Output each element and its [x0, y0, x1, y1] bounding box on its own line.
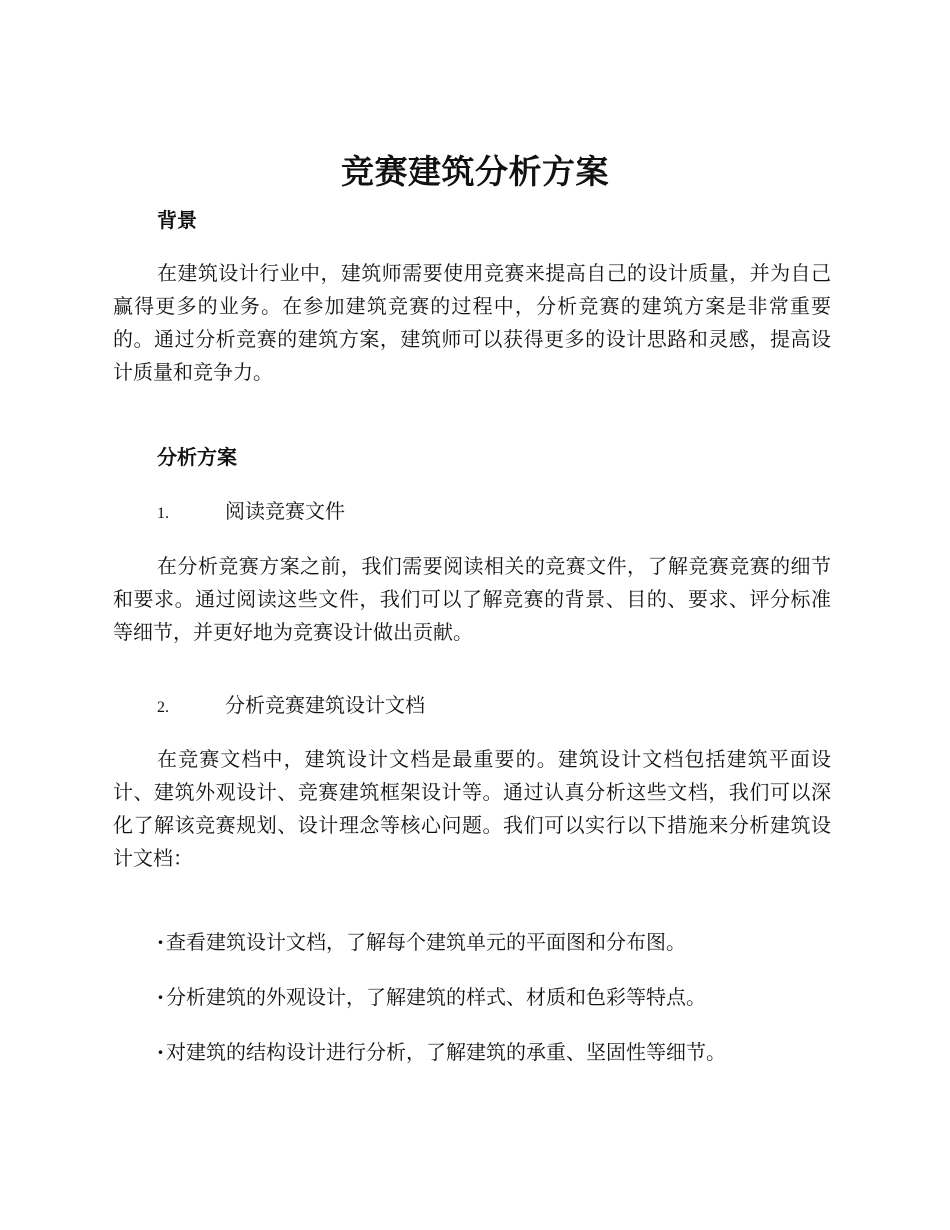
bullet-symbol: · — [157, 930, 164, 954]
step2-number: 2. — [157, 699, 169, 716]
background-heading: 背景 — [157, 208, 197, 232]
step2-item — [157, 691, 425, 722]
bullet-symbol: · — [157, 1040, 164, 1064]
step1-number: 1. — [157, 505, 169, 522]
bullet-symbol: · — [157, 985, 164, 1009]
bullet-text: 分析建筑的外观设计，了解建筑的样式、材质和色彩等特点。 — [165, 985, 706, 1009]
bullet-text: 查看建筑设计文档，了解每个建筑单元的平面图和分布图。 — [165, 930, 686, 954]
background-paragraph: 在建筑设计行业中，建筑师需要使用竞赛来提高自己的设计质量，并为自己赢得更多的业务。在参加建筑竞赛的过程中，分析竞赛的建筑方案是非常重要的。通过分析竞赛的建筑方案，建筑师可以获得更多的设计思路和灵感，提高设计质量和竞争力。 — [113, 261, 831, 384]
step1-title: 阅读竞赛文件 — [225, 499, 345, 523]
bullet-item — [157, 1038, 726, 1066]
bullet-item — [157, 983, 706, 1011]
analysis-heading: 分析方案 — [157, 445, 237, 469]
step1-paragraph: 在分析竞赛方案之前，我们需要阅读相关的竞赛文件，了解竞赛竞赛的细节和要求。通过阅读这些文件，我们可以了解竞赛的背景、目的、要求、评分标准等细节，并更好地为竞赛设计做出贡献。 — [113, 554, 831, 644]
document-title: 竞赛建筑分析方案 — [341, 152, 609, 191]
bullet-item — [157, 928, 686, 956]
bullet-text: 对建筑的结构设计进行分析，了解建筑的承重、坚固性等细节。 — [165, 1040, 726, 1064]
step1-item — [157, 497, 345, 528]
step2-paragraph: 在竞赛文档中，建筑设计文档是最重要的。建筑设计文档包括建筑平面设计、建筑外观设计、竞赛建筑框架设计等。通过认真分析这些文档，我们可以深化了解该竞赛规划、设计理念等核心问题。我们可以实行以下措施来分析建筑设计文档： — [113, 747, 831, 870]
step2-title: 分析竞赛建筑设计文档 — [225, 693, 425, 717]
